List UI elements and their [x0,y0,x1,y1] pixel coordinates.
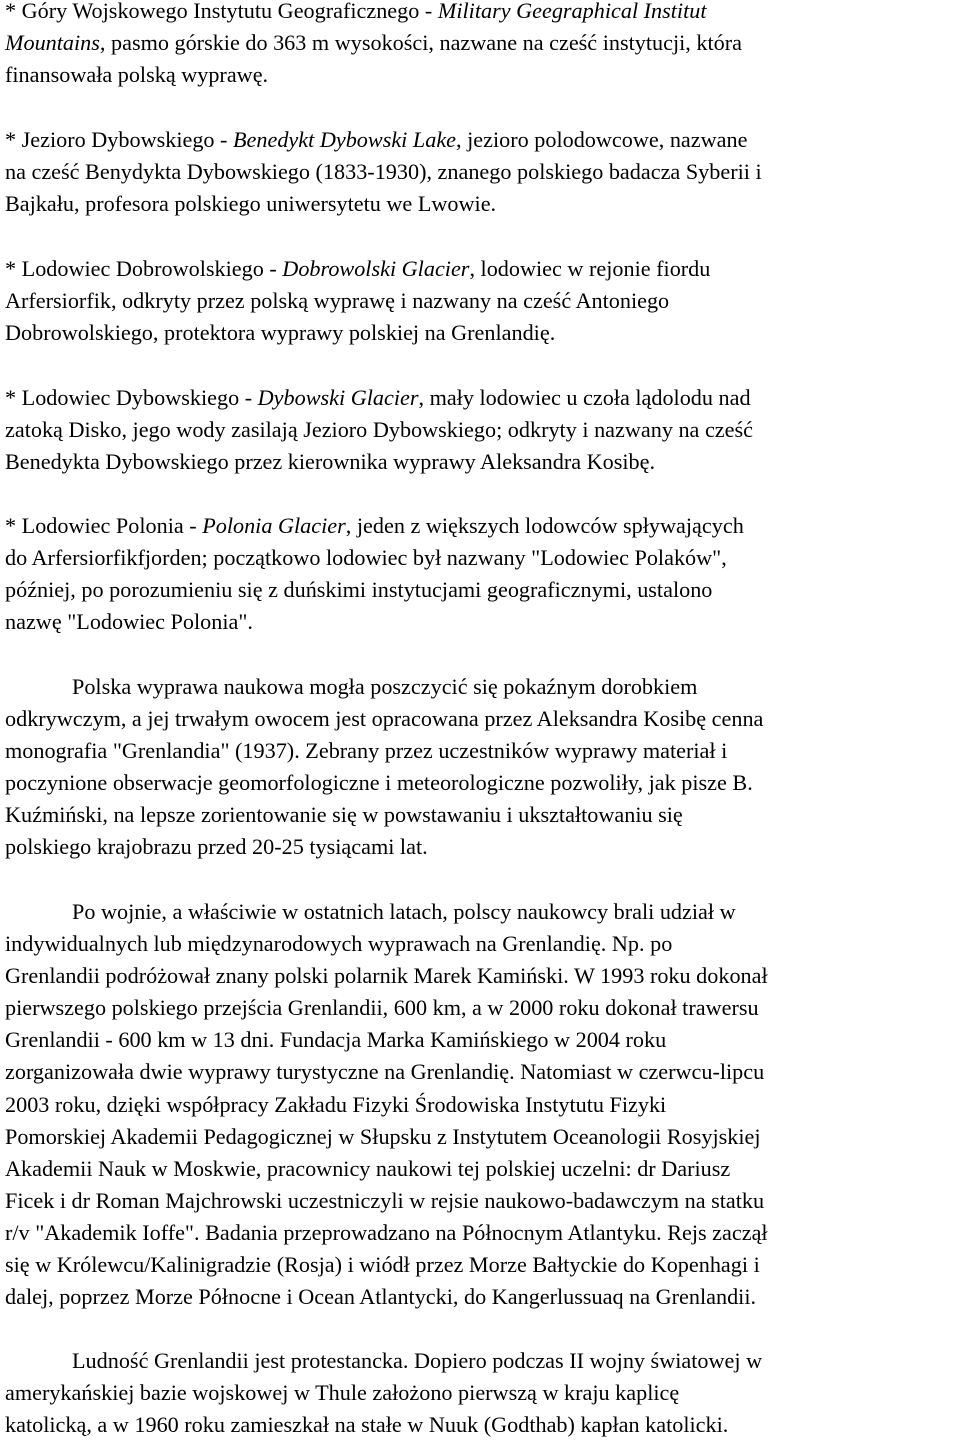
text-line: katolicką, a w 1960 roku zamieszkał na stałe w Nuuk (Godthab) kapłan katolicki. [5,1412,729,1438]
text-line: * Góry Wojskowego Instytutu Geograficznego - Military Geegraphical Institut [5,0,707,23]
text-line: na cześć Benydykta Dybowskiego (1833-1930), znanego polskiego badacza Syberii i [5,159,762,185]
bullet-dobrowolski-glacier [5,253,960,349]
bullet-dybowski-lake [5,124,960,220]
text-line: poczynione obserwacje geomorfologiczne i meteorologiczne pozwoliły, jak pisze B. [5,770,753,796]
text-line: Pomorskiej Akademii Pedagogicznej w Słupsku z Instytutem Oceanologii Rosyjskiej [5,1123,761,1149]
text-line: * Lodowiec Polonia - Polonia Glacier, jeden z większych lodowców spływających [5,513,744,538]
text-line: monografia "Grenlandia" (1937). Zebrany przez uczestników wyprawy materiał i [5,738,728,764]
text-line: amerykańskiej bazie wojskowej w Thule założono pierwszą w kraju kaplicę [5,1380,680,1406]
text-line: Ficek i dr Roman Majchrowski uczestniczyli w rejsie naukowo-badawczym na statku [5,1187,765,1213]
text-line: odkrywczym, a jej trwałym owocem jest opracowana przez Aleksandra Kosibę cenna [5,706,764,732]
bullet-dybowski-glacier [5,382,960,478]
text-line: Benedykta Dybowskiego przez kierownika wyprawy Aleksandra Kosibę. [5,449,656,475]
text-line: * Jezioro Dybowskiego - Benedykt Dybowski Lake, jezioro polodowcowe, nazwane [5,127,748,152]
text-line: r/v "Akademik Ioffe". Badania przeprowadzano na Północnym Atlantyku. Rejs zaczął [5,1219,768,1245]
text-line: Grenlandii podróżował znany polski polarnik Marek Kamiński. W 1993 roku dokonał [5,963,768,989]
paragraph-religion [5,1345,960,1441]
text-line: Kuźmiński, na lepsze zorientowanie się w powstawaniu i ukształtowaniu się [5,802,683,828]
text-line: dalej, poprzez Morze Północne i Ocean Atlantycki, do Kangerlussuaq na Grenlandii. [5,1284,757,1310]
text-line: Bajkału, profesora polskiego uniwersytetu we Lwowie. [5,191,497,217]
text-line: Po wojnie, a właściwie w ostatnich latach, polscy naukowcy brali udział w [72,899,736,924]
text-line: Dobrowolskiego, protektora wyprawy polskiej na Grenlandię. [5,320,556,346]
text-line: * Lodowiec Dobrowolskiego - Dobrowolski Glacier, lodowiec w rejonie fiordu [5,256,711,281]
text-line: pierwszego polskiego przejścia Grenlandii, 600 km, a w 2000 roku dokonał trawersu [5,995,759,1021]
text-line: Ludność Grenlandii jest protestancka. Dopiero podczas II wojny światowej w [72,1348,763,1373]
text-line: zatoką Disko, jego wody zasilają Jezioro Dybowskiego; odkryty i nazwany na cześć [5,417,753,443]
text-line: indywidualnych lub międzynarodowych wyprawach na Grenlandię. Np. po [5,931,673,957]
text-line: się w Królewcu/Kalinigradzie (Rosja) i wiódł przez Morze Bałtyckie do Kopenhagi i [5,1252,760,1278]
text-line: polskiego krajobrazu przed 20-25 tysiącami lat. [5,834,428,860]
paragraph-expedition-results [5,671,960,864]
text-line: później, po porozumieniu się z duńskimi instytucjami geograficznymi, ustalono [5,577,713,603]
text-line: Grenlandii - 600 km w 13 dni. Fundacja Marka Kamińskiego w 2004 roku [5,1027,667,1053]
paragraph-postwar-expeditions [5,896,960,1313]
text-line: zorganizowała dwie wyprawy turystyczne na Grenlandię. Natomiast w czerwcu-lipcu [5,1059,765,1085]
text-line: 2003 roku, dzięki współpracy Zakładu Fizyki Środowiska Instytutu Fizyki [5,1091,667,1117]
text-line: Mountains, pasmo górskie do 363 m wysokości, nazwane na cześć instytucji, która [5,30,742,56]
text-line: Polska wyprawa naukowa mogła poszczycić się pokaźnym dorobkiem [72,674,698,699]
bullet-polonia-glacier [5,510,960,638]
text-line: Akademii Nauk w Moskwie, pracownicy naukowi tej polskiej uczelni: dr Dariusz [5,1155,731,1181]
text-line: do Arfersiorfikfjorden; początkowo lodowiec był nazwany "Lodowiec Polaków", [5,545,727,571]
text-line: finansowała polską wyprawę. [5,62,269,88]
text-line: * Lodowiec Dybowskiego - Dybowski Glacier, mały lodowiec u czoła lądolodu nad [5,385,751,410]
text-line: nazwę "Lodowiec Polonia". [5,609,253,635]
text-line: Arfersiorfik, odkryty przez polską wyprawę i nazwany na cześć Antoniego [5,288,670,314]
bullet-military-institut-mountains [5,0,960,91]
